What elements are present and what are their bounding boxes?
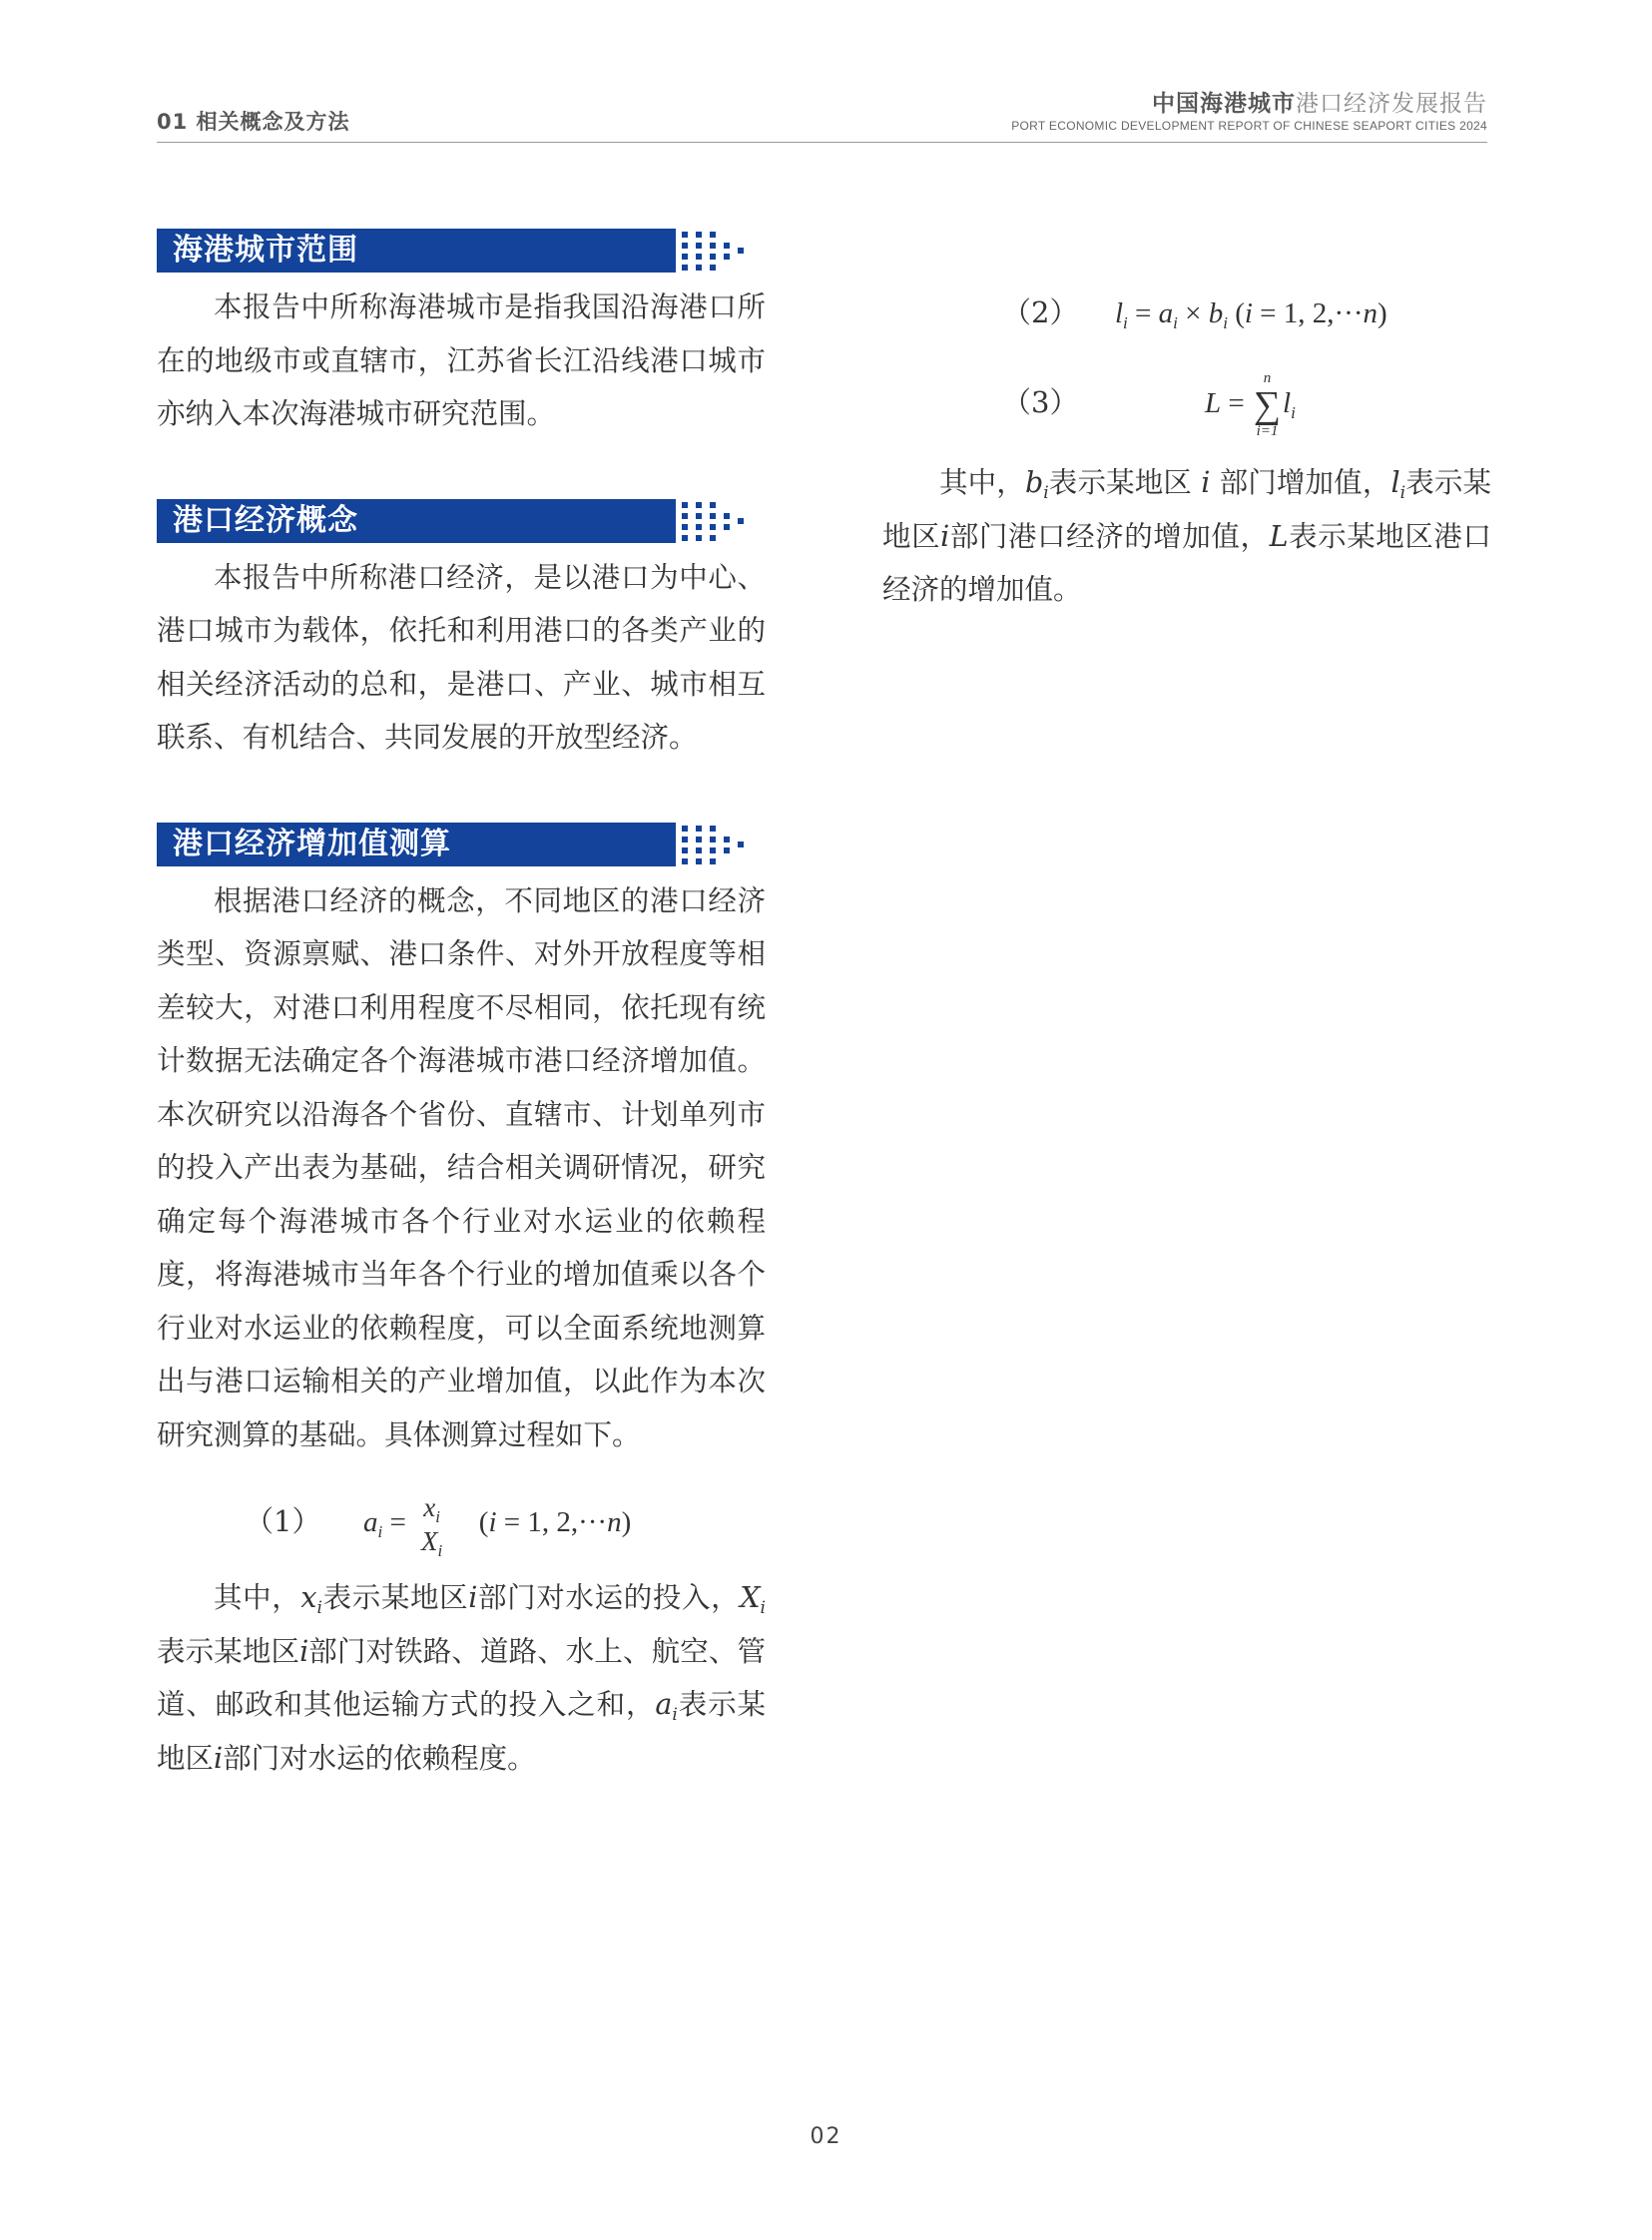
pattern-dot [710,254,716,260]
pattern-dot [738,841,744,847]
pattern-dot [682,847,688,853]
pattern-dot [696,502,702,508]
pattern-dot [696,232,702,238]
formula-3 [882,360,1491,444]
formula-paren: ( [478,1506,489,1538]
pattern-dot [696,535,702,541]
pattern-dot [724,254,730,260]
formula-var: l [1114,297,1124,329]
formula-var: x [423,1492,436,1523]
formula-var: i [488,1506,497,1538]
pattern-dot [710,502,716,508]
dot-pattern-icon [668,499,766,543]
pattern-dot [668,529,674,535]
formula-subscript: i [437,1541,443,1561]
pattern-dot [710,265,716,271]
pattern-dot [668,831,674,837]
sigma-symbol: ∑ [1253,384,1282,427]
pattern-dot [710,847,716,853]
formula-paren: ) [1377,297,1387,329]
formula-subscript: i [435,1507,441,1527]
formula-var: b [1208,297,1224,329]
pattern-dot [696,243,702,249]
pattern-dot [724,847,730,853]
pattern-dot [724,837,730,842]
formula-var: X [421,1526,438,1557]
pattern-dot [696,837,702,842]
section-title: 港口经济概念 [173,502,358,538]
formula-range: = 1, 2,··· [1252,297,1364,329]
pattern-dot [668,259,674,265]
formula-operator: = [1221,387,1252,419]
formula-subscript: i [1173,313,1178,332]
formula-subscript: i [1123,313,1128,332]
paragraph: 本报告中所称海港城市是指我国沿海港口所在的地级市或直辖市，江苏省长江沿线港口城市亦纳入本次海港城市研究范围。 [157,290,766,430]
pattern-dot [682,265,688,271]
pattern-dot [710,858,716,864]
pattern-dot [682,826,688,832]
pattern-dot [696,858,702,864]
pattern-dot [682,502,688,508]
section-title: 港口经济增加值测算 [173,826,451,861]
pattern-dot [696,847,702,853]
pattern-dot [668,518,674,524]
section-heading [157,823,766,866]
formula-var: n [607,1506,622,1538]
page-number: 02 [810,2124,842,2149]
formula-subscript: i [1223,313,1228,332]
pattern-dot [710,232,716,238]
formula-2-3-explanation: 其中，$b_i$表示某地区 i 部门增加值，$l_i$表示某地区i部门港口经济的增加值，L表示某地区港口经济的增加值。 [882,466,1491,606]
pattern-dot [668,248,674,254]
report-title [1011,90,1487,118]
pattern-dot [696,265,702,271]
formula-operator: = [389,1506,406,1538]
dot-pattern-icon [668,823,766,866]
pattern-dot [710,837,716,842]
pattern-dot [738,518,744,524]
pattern-dot [696,524,702,530]
paragraph: 根据港口经济的概念，不同地区的港口经济类型、资源禀赋、港口条件、对外开放程度等相差较大，对港口利用程度不尽相同，依托现有统计数据无法确定各个海港城市港口经济增加值。本次研究以沿海各个省份、直辖市、计划单列市的投入产出表为基础，结合相关调研情况，研究确定每个海港城市各个行业对水运业的依赖程度，将海港城市当年各个行业的增加值乘以各个行业对水运业的依赖程度，可以全面系统地测算出与港口运输相关的产业增加值，以此作为本次研究测算的基础。具体测算过程如下。 [157,883,766,1451]
formula-operator: = [1127,297,1159,329]
formula-var: n [1363,297,1377,329]
formula-subscript: i [377,1522,383,1541]
report-subtitle: PORT ECONOMIC DEVELOPMENT REPORT OF CHINESE SEAPORT CITIES 2024 [1011,119,1487,133]
formula-number: （2） [1002,295,1079,329]
sum-upper-limit: n [1263,370,1272,387]
left-column [157,229,766,1785]
formula-paren: ) [621,1506,632,1538]
formula-var: a [362,1506,378,1538]
pattern-dot [668,507,674,513]
pattern-dot [710,826,716,832]
pattern-dot [710,535,716,541]
formula-operator: × [1177,297,1209,329]
pattern-dot [682,232,688,238]
pattern-dot [724,513,730,519]
formula-var: a [1158,297,1174,329]
pattern-dot [710,243,716,249]
pattern-dot [724,243,730,249]
pattern-dot [682,513,688,519]
formula-fraction [421,1490,443,1561]
dot-pattern-icon [668,229,766,273]
pattern-dot [668,841,674,847]
formula-var: i [1244,297,1253,329]
section-label: 01 相关概念及方法 [157,110,350,134]
report-title-rest: 港口经济发展报告 [1296,91,1487,117]
report-header [1011,90,1487,133]
section-title: 海港城市范围 [173,233,358,268]
pattern-dot [668,237,674,243]
section-heading [157,499,766,543]
formula-var: L [1204,387,1222,419]
formula-1 [157,1481,766,1561]
paragraph: 本报告中所称港口经济，是以港口为中心、港口城市为载体，依托和利用港口的各类产业的相关经济活动的总和，是港口、产业、城市相互联系、有机结合、共同发展的开放型经济。 [157,560,766,754]
summation-icon [1254,371,1281,439]
pattern-dot [668,852,674,858]
pattern-dot [696,826,702,832]
pattern-dot [710,513,716,519]
formula-var: l [1283,387,1292,419]
header-divider [157,142,1487,143]
pattern-dot [682,837,688,842]
pattern-dot [710,524,716,530]
formula-range: = 1, 2,··· [496,1506,608,1538]
pattern-dot [682,858,688,864]
formula-paren: ( [1227,297,1245,329]
pattern-dot [682,254,688,260]
formula-subscript: i [1291,403,1296,422]
pattern-dot [682,243,688,249]
formula-number: （1） [245,1504,321,1538]
right-column [882,284,1491,617]
formula-1-explanation: 其中，$x_i$表示某地区i部门对水运的投入，$X_i$表示某地区i部门对铁路、道路、水上、航空、管道、邮政和其他运输方式的投入之和，$a_i$表示某地区i部门对水运的依赖程度。 [157,1581,766,1775]
pattern-dot [696,254,702,260]
pattern-dot [682,524,688,530]
pattern-dot [738,248,744,254]
section-heading [157,229,766,273]
formula-2 [882,284,1491,340]
report-title-bold: 中国海港城市 [1152,91,1296,117]
pattern-dot [682,535,688,541]
formula-number: （3） [1002,385,1079,419]
pattern-dot [724,524,730,530]
sum-lower-limit: i=1 [1256,423,1279,440]
pattern-dot [696,513,702,519]
